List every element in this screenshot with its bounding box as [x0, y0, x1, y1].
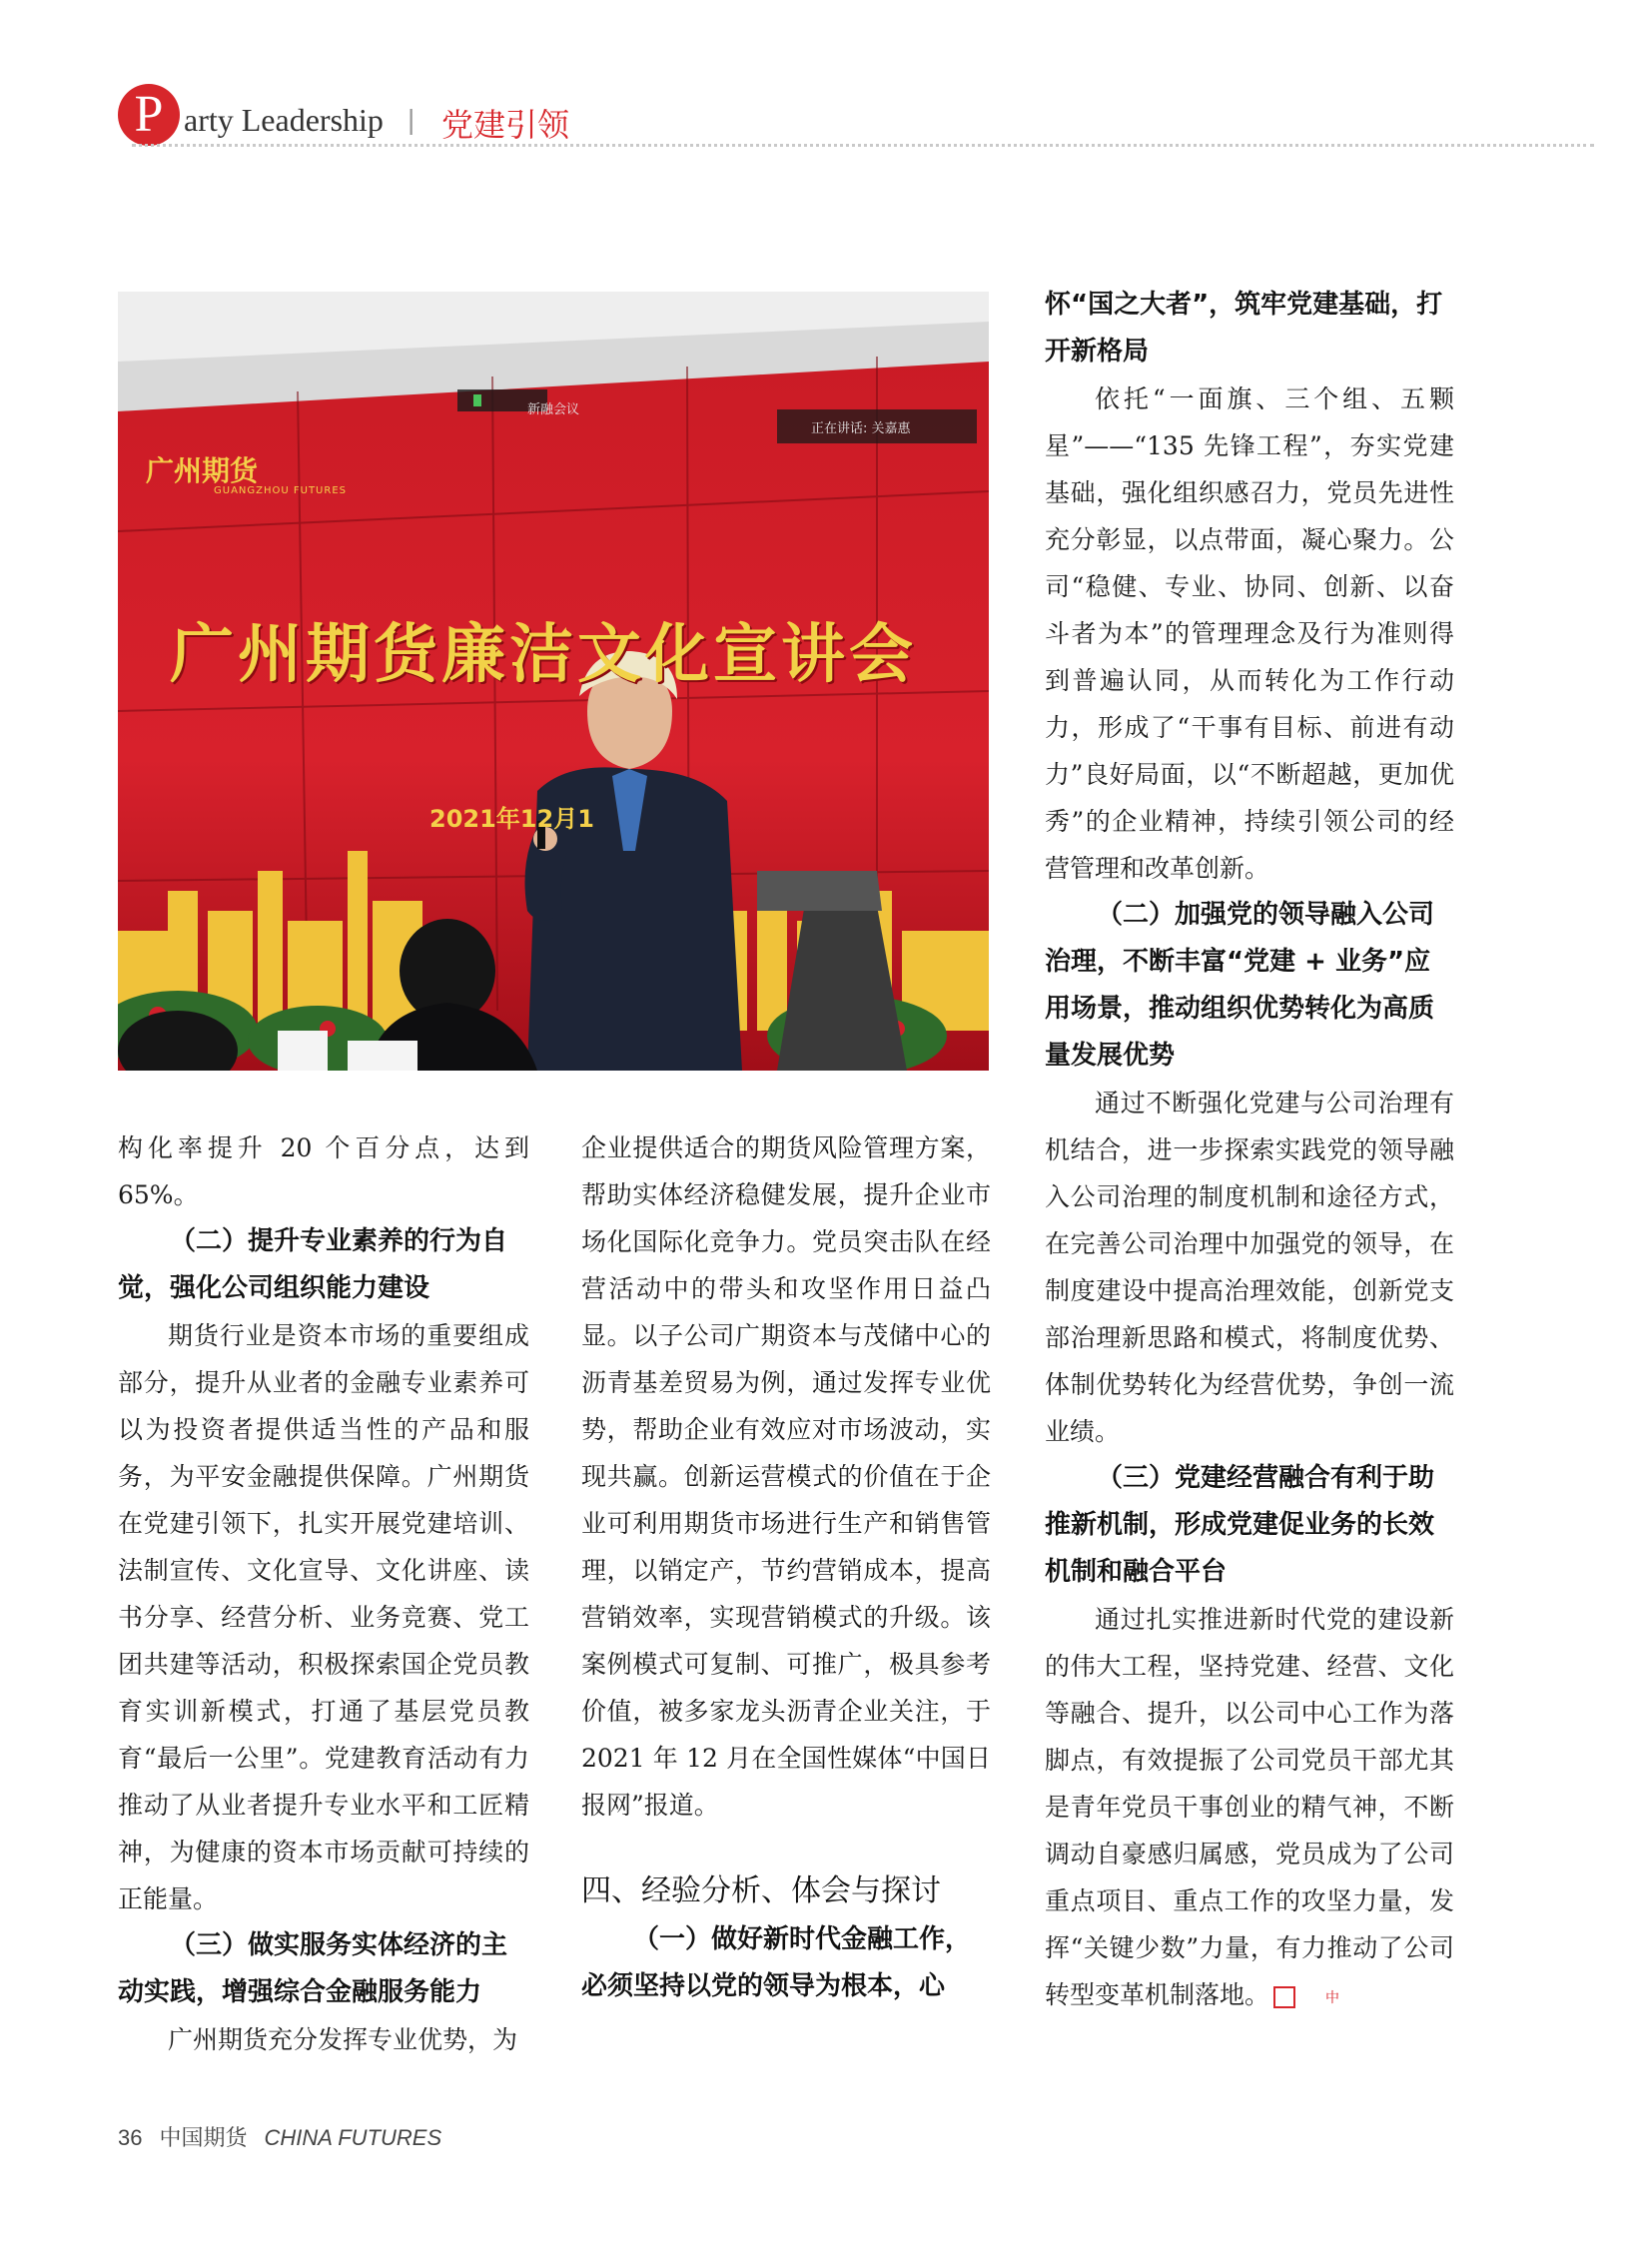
photo-logo-en: GUANGZHOU FUTURES: [214, 485, 347, 496]
section-title-en: arty Leadership: [184, 102, 384, 138]
header-divider: [132, 144, 1594, 147]
subheading: （二）提升专业素养的行为自觉，强化公司组织能力建设: [118, 1226, 508, 1303]
section-title-cn: 党建引领: [441, 106, 570, 144]
page-number: 36: [118, 2125, 143, 2150]
section-initial-badge: P: [118, 84, 180, 146]
section-gap: [581, 1829, 991, 1867]
text-column-1: [118, 1124, 529, 2063]
section-heading: 四、经验分析、体会与探讨: [581, 1873, 941, 1908]
closing-paragraph-text: 通过扎实推进新时代党的建设新的伟大工程，坚持党建、经营、文化等融合、提升，以公司中心工作为落脚点，有效提振了公司党员干部尤其是青年党员干事创业的精气神，不断调动自豪感归属感，党员成为了公司重点项目、重点工作的攻坚力量，发挥“关键少数”力量，有力推动了公司转型变革机制落地。: [1045, 1605, 1454, 2009]
subheading: （一）做好新时代金融工作，必须坚持以党的领导为根本，心: [581, 1924, 972, 2001]
meeting-label: 新融会议: [527, 402, 580, 417]
header-separator: |: [408, 104, 415, 135]
paragraph: 通过不断强化党建与公司治理有机结合，进一步探索实践党的领导融入公司治理的制度机制和途径方式，在完善公司治理中加强党的领导，在制度建设中提高治理效能，创新党支部治理新思路和模式，将制度优势、体制优势转化为经营优势，争创一流业绩。: [1045, 1089, 1454, 1446]
speaking-label: 正在讲话: 关嘉惠: [811, 421, 911, 436]
paragraph: 依托“一面旗、三个组、五颗星”——“135 先锋工程”，夯实党建基础，强化组织感召力，党员先进性充分彰显，以点带面，凝心聚力。公司“稳健、专业、协同、创新、以奋斗者为本”的管理理念及行为准则得到普遍认同，从而转化为工作行动力，形成了“干事有目标、前进有动力”良好局面，以“不断超越，更加优秀”的企业精神，持续引领公司的经营管理和改革创新。: [1045, 384, 1454, 883]
photo-logo: 广州期货: [146, 454, 259, 487]
magazine-name-cn: 中国期货: [159, 2126, 248, 2151]
subheading: （二）加强党的领导融入公司治理，不断丰富“党建 + 业务”应用场景，推动组织优势转化为高质量发展优势: [1045, 900, 1435, 1071]
text-column-3: [1045, 282, 1454, 2018]
photo-banner-title: 广州期货廉洁文化宣讲会: [170, 618, 917, 692]
end-mark-icon: 中: [1273, 1986, 1295, 2008]
paragraph: 企业提供适合的期货风险管理方案，帮助实体经济稳健发展，提升企业市场化国际化竞争力。党员突击队在经营活动中的带头和攻坚作用日益凸显。以子公司广期资本与茂储中心的沥青基差贸易为例，通过发挥专业优势，帮助企业有效应对市场波动，实现共赢。创新运营模式的价值在于企业可利用期货市场进行生产和销售管理，以销定产，节约营销成本，提高营销效率，实现营销模式的升级。该案例模式可复制、可推广，极具参考价值，被多家龙头沥青企业关注，于 2021 年 12 月在全国性媒体“中国日报网”报道。: [581, 1133, 991, 1820]
page-footer: [118, 2121, 441, 2152]
subheading: （三）做实服务实体经济的主动实践，增强综合金融服务能力: [118, 1930, 508, 2007]
closing-paragraph: [1045, 1596, 1454, 2018]
subheading: 怀“国之大者”，筑牢党建基础，打开新格局: [1045, 290, 1443, 367]
paragraph: 广州期货充分发挥专业优势，为: [168, 2025, 518, 2054]
event-photo: [118, 292, 989, 1071]
magazine-name-en: CHINA FUTURES: [264, 2125, 442, 2150]
photo-date: 2021年12月1: [429, 805, 594, 833]
subheading: （三）党建经营融合有利于助推新机制，形成党建促业务的长效机制和融合平台: [1045, 1463, 1435, 1587]
paragraph: 构化率提升 20 个百分点，达到 65%。: [118, 1133, 529, 1209]
paragraph: 期货行业是资本市场的重要组成部分，提升从业者的金融专业素养可以为投资者提供适当性的产品和服务，为平安金融提供保障。广州期货在党建引领下，扎实开展党建培训、法制宣传、文化宣导、文化讲座、读书分享、经营分析、业务竞赛、党工团共建等活动，积极探索国企党员教育实训新模式，打通了基层党员教育“最后一公里”。党建教育活动有力推动了从业者提升专业水平和工匠精神，为健康的资本市场贡献可持续的正能量。: [118, 1321, 529, 1913]
text-column-2: [581, 1124, 991, 2010]
